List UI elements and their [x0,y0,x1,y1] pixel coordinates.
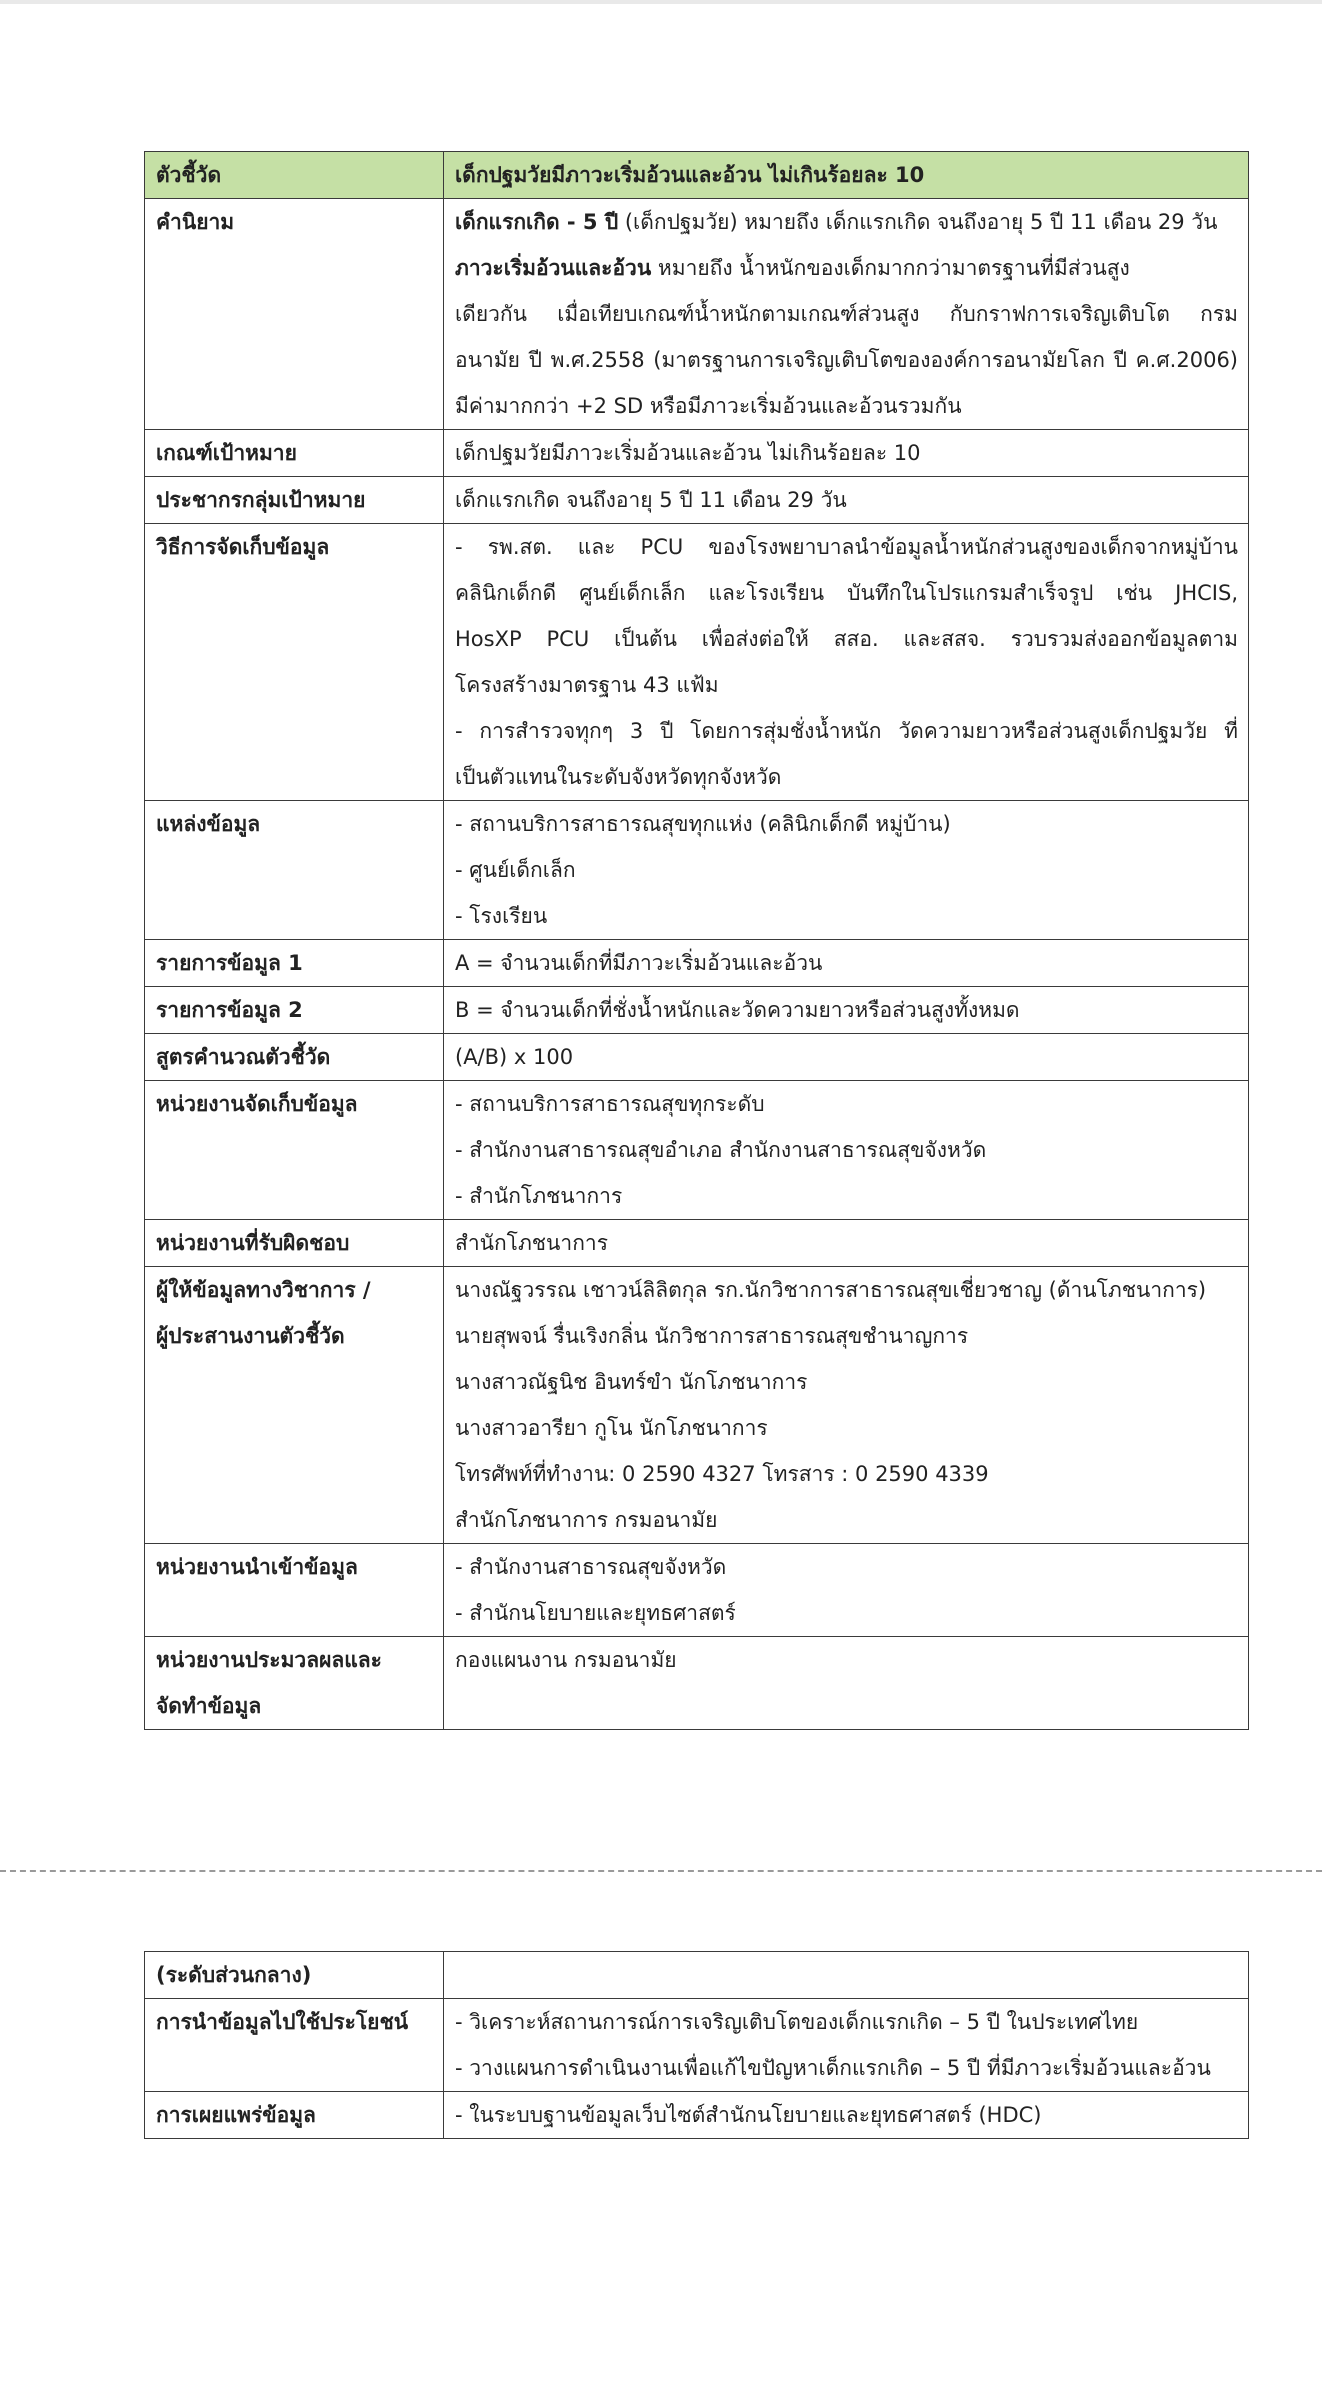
definition-value [444,199,1249,430]
table-row-definition [145,199,1249,430]
row-label-academic-contact: ผู้ให้ข้อมูลทางวิชาการ / ผู้ประสานงานตัวชี้วัด [145,1267,444,1544]
definition-term-child: เด็กแรกเกิด - 5 ปี [455,210,619,234]
data-item-1-value: A = จำนวนเด็กที่มีภาวะเริ่มอ้วนและอ้วน [444,940,1249,987]
row-label-input-units: หน่วยงานนำเข้าข้อมูล [145,1544,444,1637]
table-row-formula [145,1034,1249,1081]
row-label-collecting-units: หน่วยงานจัดเก็บข้อมูล [145,1081,444,1220]
input-unit-line: - สำนักงานสาธารณสุขจังหวัด [455,1555,727,1579]
row-label-collection-method: วิธีการจัดเก็บข้อมูล [145,524,444,801]
academic-contact-value [444,1267,1249,1544]
indicator-title: เด็กปฐมวัยมีภาวะเริ่มอ้วนและอ้วน ไม่เกินร้อยละ 10 [444,152,1249,199]
row-label-definition: คำนิยาม [145,199,444,430]
table-row-collecting-units [145,1081,1249,1220]
table-row-academic-contact [145,1267,1249,1544]
definition-term-obesity: ภาวะเริ่มอ้วนและอ้วน [455,256,652,280]
input-unit-line: - สำนักนโยบายและยุทธศาสตร์ [455,1601,736,1625]
table-row-central-level [145,1952,1249,1999]
collection-method-line: โครงสร้างมาตรฐาน 43 แฟ้ม [455,673,719,697]
definition-line-2: ภาวะเริ่มอ้วนและอ้วน หมายถึง น้ำหนักของเด็กมากกว่ามาตรฐานที่มีส่วนสูง [455,256,1130,280]
row-label-target: เกณฑ์เป้าหมาย [145,430,444,477]
definition-line-5: มีค่ามากกว่า +2 SD หรือมีภาวะเริ่มอ้วนและอ้วนรวมกัน [455,394,962,418]
table-row-population [145,477,1249,524]
responsible-unit-value: สำนักโภชนาการ [444,1220,1249,1267]
document-page-2 [0,1876,1322,2385]
table-row-data-use [145,1999,1249,2092]
row-label-data-item-2: รายการข้อมูล 2 [145,987,444,1034]
row-label-dissemination: การเผยแพร่ข้อมูล [145,2092,444,2139]
data-use-line: - วิเคราะห์สถานการณ์การเจริญเติบโตของเด็กแรกเกิด – 5 ปี ในประเทศไทย [455,2010,1139,2034]
row-label-data-source: แหล่งข้อมูล [145,801,444,940]
table-row-responsible-unit [145,1220,1249,1267]
contact-line: สำนักโภชนาการ กรมอนามัย [455,1508,718,1532]
table-row-data-item-1 [145,940,1249,987]
contact-line: นางณัฐวรรณ เชาวน์ลิลิตกุล รก.นักวิชาการสาธารณสุขเชี่ยวชาญ (ด้านโภชนาการ) [455,1278,1207,1302]
row-label-formula: สูตรคำนวณตัวชี้วัด [145,1034,444,1081]
collecting-unit-line: - สถานบริการสาธารณสุขทุกระดับ [455,1092,765,1116]
collecting-unit-line: - สำนักโภชนาการ [455,1184,623,1208]
collection-method-line: - รพ.สต. และ PCU ของโรงพยาบาลนำข้อมูลน้ำหนักส่วนสูงของเด็กจากหมู่บ้าน [455,535,1238,559]
collecting-unit-line: - สำนักงานสาธารณสุขอำเภอ สำนักงานสาธารณสุขจังหวัด [455,1138,987,1162]
data-source-line: - โรงเรียน [455,904,548,928]
page-break-divider [0,1870,1322,1872]
data-source-line: - สถานบริการสาธารณสุขทุกแห่ง (คลินิกเด็กดี หมู่บ้าน) [455,812,951,836]
table-row-processing-unit [145,1637,1249,1730]
input-units-value [444,1544,1249,1637]
contact-line: นางสาวณัฐนิช อินทร์ขำ นักโภชนาการ [455,1370,808,1394]
contact-phone-line: โทรศัพท์ที่ทำงาน: 0 2590 4327 โทรสาร : 0 2590 4339 [455,1462,989,1486]
table-row-indicator [145,152,1249,199]
table-row-target [145,430,1249,477]
collection-method-line: HosXP PCU เป็นต้น เพื่อส่งต่อให้ สสอ. และสสจ. รวบรวมส่งออกข้อมูลตาม [455,627,1238,651]
processing-unit-value: กองแผนงาน กรมอนามัย [444,1637,1249,1730]
collection-method-line: เป็นตัวแทนในระดับจังหวัดทุกจังหวัด [455,765,782,789]
row-label-data-use: การนำข้อมูลไปใช้ประโยชน์ [145,1999,444,2092]
collection-method-line: - การสำรวจทุกๆ 3 ปี โดยการสุ่มชั่งน้ำหนัก วัดความยาวหรือส่วนสูงเด็กปฐมวัย ที่ [455,719,1238,743]
dissemination-value: - ในระบบฐานข้อมูลเว็บไซต์สำนักนโยบายและยุทธศาสตร์ (HDC) [444,2092,1249,2139]
table-row-collection-method [145,524,1249,801]
collecting-units-value [444,1081,1249,1220]
data-use-value [444,1999,1249,2092]
target-value: เด็กปฐมวัยมีภาวะเริ่มอ้วนและอ้วน ไม่เกินร้อยละ 10 [444,430,1249,477]
collection-method-value [444,524,1249,801]
contact-line: นายสุพจน์ รื่นเริงกลิ่น นักวิชาการสาธารณสุขชำนาญการ [455,1324,969,1348]
contact-line: นางสาวอารียา กูโน นักโภชนาการ [455,1416,768,1440]
data-use-line: - วางแผนการดำเนินงานเพื่อแก้ไขปัญหาเด็กแรกเกิด – 5 ปี ที่มีภาวะเริ่มอ้วนและอ้วน [455,2056,1211,2080]
row-label-population: ประชากรกลุ่มเป้าหมาย [145,477,444,524]
row-label-indicator: ตัวชี้วัด [145,152,444,199]
row-label-processing-unit: หน่วยงานประมวลผลและ จัดทำข้อมูล [145,1637,444,1730]
collection-method-line: คลินิกเด็กดี ศูนย์เด็กเล็ก และโรงเรียน บันทึกในโปรแกรมสำเร็จรูป เช่น JHCIS, [455,581,1238,605]
indicator-spec-table [144,151,1249,1730]
formula-value: (A/B) x 100 [444,1034,1249,1081]
indicator-spec-table-continued [144,1951,1249,2139]
row-label-central-level: (ระดับส่วนกลาง) [145,1952,444,1999]
table-row-dissemination [145,2092,1249,2139]
data-item-2-value: B = จำนวนเด็กที่ชั่งน้ำหนักและวัดความยาวหรือส่วนสูงทั้งหมด [444,987,1249,1034]
table-row-data-source [145,801,1249,940]
data-source-value [444,801,1249,940]
definition-line-3: เดียวกัน เมื่อเทียบเกณฑ์น้ำหนักตามเกณฑ์ส่วนสูง กับกราฟการเจริญเติบโต กรม [455,302,1238,326]
table-row-data-item-2 [145,987,1249,1034]
central-level-value [444,1952,1249,1999]
data-source-line: - ศูนย์เด็กเล็ก [455,858,576,882]
definition-line-1: เด็กแรกเกิด - 5 ปี (เด็กปฐมวัย) หมายถึง เด็กแรกเกิด จนถึงอายุ 5 ปี 11 เดือน 29 วัน [455,210,1218,234]
row-label-responsible-unit: หน่วยงานที่รับผิดชอบ [145,1220,444,1267]
row-label-data-item-1: รายการข้อมูล 1 [145,940,444,987]
population-value: เด็กแรกเกิด จนถึงอายุ 5 ปี 11 เดือน 29 วัน [444,477,1249,524]
table-row-input-units [145,1544,1249,1637]
definition-line-4: อนามัย ปี พ.ศ.2558 (มาตรฐานการเจริญเติบโตขององค์การอนามัยโลก ปี ค.ศ.2006) [455,348,1238,372]
